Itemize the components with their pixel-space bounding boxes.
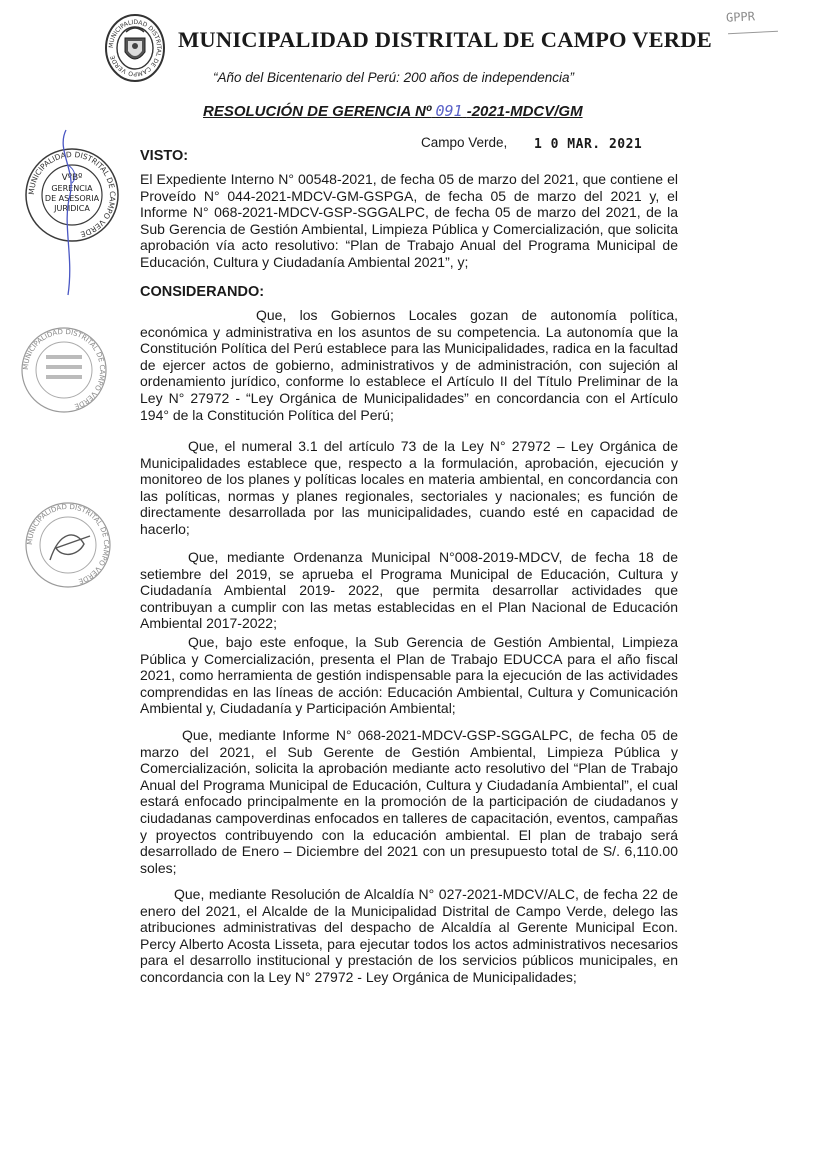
asesoria-line-1: VºBº xyxy=(61,173,83,183)
lower-stamp xyxy=(20,500,116,590)
considerando-paragraph-4: Que, bajo este enfoque, la Sub Gerencia de Gestión Ambiental, Limpieza Pública y Comercialización, presenta el Plan de Trabajo EDUCCA para el año fiscal 2021, como herramienta de gestión indispensable para la ejecución de las actividades comprendidas en las líneas de acción: Educación Ambiental, Cultura y Comunicación Ambiental y, Ciudadanía y Participación Ambiental; xyxy=(140,634,678,717)
asesoria-line-2: GERENCIA xyxy=(51,184,93,193)
visto-heading: VISTO: xyxy=(140,148,189,164)
organization-title: MUNICIPALIDAD DISTRITAL DE CAMPO VERDE xyxy=(178,27,712,52)
resolution-suffix: -2021-MDCV/GM xyxy=(466,103,583,120)
blue-signature-loop xyxy=(44,125,84,300)
asesoria-line-4: JURIDICA xyxy=(54,204,90,213)
lower-ring-text: MUNICIPALIDAD DISTRITAL DE CAMPO VERDE xyxy=(25,502,111,586)
seal-ring-text: MUNICIPALIDAD DISTRITAL DE CAMPO VERDE xyxy=(107,18,163,78)
year-motto: “Año del Bicentenario del Perú: 200 años de independencia” xyxy=(213,70,575,85)
resolution-prefix: RESOLUCIÓN DE GERENCIA Nº xyxy=(203,103,432,120)
date-stamp: 1 0 MAR. 2021 xyxy=(534,137,643,152)
handwritten-note: GPPR xyxy=(725,9,756,25)
resolution-number: 091 xyxy=(435,102,463,120)
considerando-paragraph-2: Que, el numeral 3.1 del artículo 73 de la Ley N° 27972 – Ley Orgánica de Municipalidades establece que, respecto a la formulación, aprobación, ejecución y monitoreo de los planes y políticas locales en materia ambiental, en concordancia con las políticas, normas y planes regionales, sectoriales y nacionales; es función de directamente desarrollada por las municipalidades, cuando esté en capacidad de hacerlo; xyxy=(140,438,678,537)
considerando-heading: CONSIDERANDO: xyxy=(140,284,265,300)
municipal-seal-logo xyxy=(104,12,166,88)
middle-stamp xyxy=(16,325,112,415)
considerando-paragraph-1: Que, los Gobiernos Locales gozan de autonomía política, económica y administrativa en los asuntos de su competencia. La autonomía que la Constitución Política del Perú establece para las Municipalidades, radica en la facultad de ejercer actos de gobierno, administrativos y de administración, con sujeción al ordenamiento jurídico, conforme lo establece el Artículo II del Título Preliminar de la Ley N° 27972 - “Ley Orgánica de Municipalidades” en concordancia con el Artículo 194° de la Constitución Política del Perú; xyxy=(140,307,678,423)
resolution-title xyxy=(203,102,583,120)
handwritten-underline xyxy=(728,31,778,35)
considerando-paragraph-5: Que, mediante Informe N° 068-2021-MDCV-GSP-SGGALPC, de fecha 05 de marzo del 2021, el Sub Gerente de Gestión Ambiental, Limpieza Pública y Comercialización, solicita la aprobación mediante acto resolutivo del “Plan de Trabajo Anual del Programa Municipal de Educación, Cultura y Ciudadanía Ambiental”, el cual estará enfocado principalmente en la promoción de la participación de ciudadanos y ciudadanas campoverdinas enfocados en talleres de capacitación, eventos, campañas y proyectos contribuyendo con la educación ambiental. El plan de trabajo será desarrollado de Enero – Diciembre del 2021 con un presupuesto total de S/. 6,110.00 soles; xyxy=(140,727,678,876)
asesoria-line-3: DE ASESORIA xyxy=(44,194,100,203)
considerando-paragraph-6: Que, mediante Resolución de Alcaldía N° 027-2021-MDCV/ALC, de fecha 22 de enero del 2021, el Alcalde de la Municipalidad Distrital de Campo Verde, delego las atribuciones administrativas del despacho de Alcaldía al Gerente Municipal Econ. Percy Alberto Acosta Lisseta, para ejecutar todos los actos administrativos necesarios para el desarrollo institucional y prestación de los servicios públicos municipales, en concordancia con la Ley N° 27972 - Ley Orgánica de Municipalidades; xyxy=(140,886,678,985)
middle-ring-text: MUNICIPALIDAD DISTRITAL DE CAMPO VERDE xyxy=(21,327,107,411)
asesoria-ring-text: MUNICIPALIDAD DISTRITAL DE CAMPO VERDE xyxy=(26,149,118,239)
visto-paragraph: El Expediente Interno N° 00548-2021, de fecha 05 de marzo del 2021, que contiene el Proveído N° 044-2021-MDCV-GM-GSPGA, de fecha 05 de marzo del 2021 y, el Informe N° 068-2021-MDCV-GSP-SGGALPC, de fecha 05 de marzo del 2021, de la Sub Gerencia de Gestión Ambiental, Limpieza Pública y Comercialización, que solicita aprobación vía acto resolutivo: “Plan de Trabajo Anual del Programa Municipal de Educación, Cultura y Ciudadanía Ambiental 2021”, y; xyxy=(140,171,678,270)
considerando-paragraph-3: Que, mediante Ordenanza Municipal N°008-2019-MDCV, de fecha 18 de setiembre del 2019, se aprueba el Programa Municipal de Educación, Cultura y Ciudadanía Ambiental 2019- 2022, que permita desarrollar actividades que contribuyan a cumplir con las metas establecidas en el Plan Nacional de Educación Ambiental 2017-2022; xyxy=(140,549,678,632)
dateline-place: Campo Verde, xyxy=(421,135,508,150)
